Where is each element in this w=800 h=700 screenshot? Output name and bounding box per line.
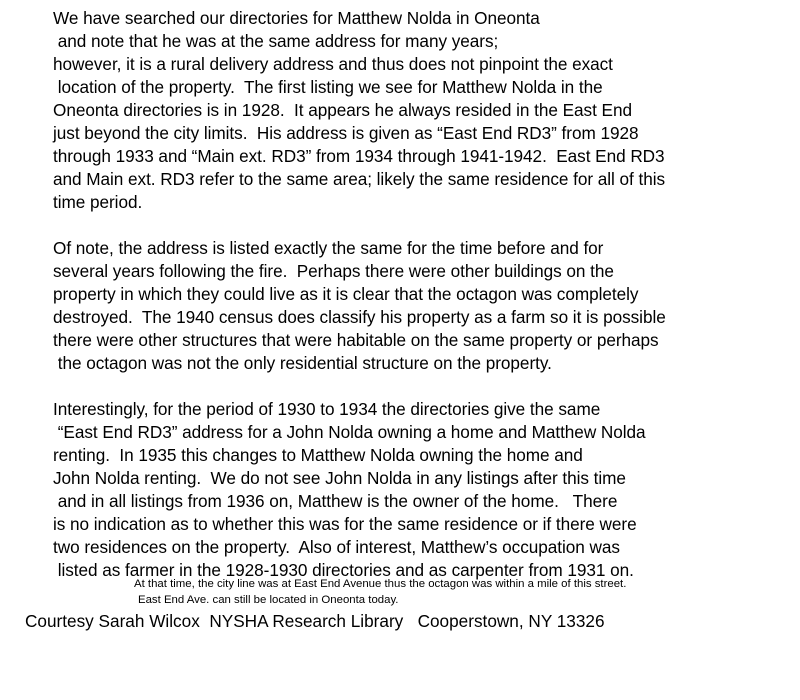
paragraph-line: We have searched our directories for Matthew Nolda in Oneonta xyxy=(53,8,540,28)
footnote-line: East End Ave. can still be located in Oneonta today. xyxy=(138,594,399,606)
paragraph-line: time period. xyxy=(53,192,143,212)
paragraph-line: and note that he was at the same address for many years; xyxy=(53,31,499,51)
paragraph-line: “East End RD3” address for a John Nolda owning a home and Matthew Nolda xyxy=(53,422,646,442)
paragraph-line: and Main ext. RD3 refer to the same area; likely the same residence for all of this xyxy=(53,169,666,189)
paragraph-line: several years following the fire. Perhaps there were other buildings on the xyxy=(53,261,614,281)
paragraph-line: two residences on the property. Also of interest, Matthew’s occupation was xyxy=(53,537,620,557)
paragraph-line: Of note, the address is listed exactly the same for the time before and for xyxy=(53,238,604,258)
paragraph-line: there were other structures that were habitable on the same property or perhaps xyxy=(53,330,659,350)
paragraph-line: listed as farmer in the 1928-1930 directories and as carpenter from 1931 on. xyxy=(53,560,634,580)
paragraph-line: is no indication as to whether this was for the same residence or if there were xyxy=(53,514,637,534)
paragraph-line: property in which they could live as it is clear that the octagon was completely xyxy=(53,284,639,304)
paragraph-line: Oneonta directories is in 1928. It appears he always resided in the East End xyxy=(53,100,632,120)
paragraph-line: destroyed. The 1940 census does classify his property as a farm so it is possible xyxy=(53,307,666,327)
paragraph-line: Interestingly, for the period of 1930 to 1934 the directories give the same xyxy=(53,399,601,419)
paragraph-line: and in all listings from 1936 on, Matthew is the owner of the home. There xyxy=(53,491,618,511)
paragraph-line: just beyond the city limits. His address is given as “East End RD3” from 1928 xyxy=(53,123,639,143)
paragraph-line: through 1933 and “Main ext. RD3” from 1934 through 1941-1942. East End RD3 xyxy=(53,146,665,166)
paragraph-line: however, it is a rural delivery address and thus does not pinpoint the exact xyxy=(53,54,613,74)
footnote-line: At that time, the city line was at East End Avenue thus the octagon was within a mile of this street. xyxy=(134,578,627,590)
paragraph-line: the octagon was not the only residential structure on the property. xyxy=(53,353,552,373)
paragraph-line: renting. In 1935 this changes to Matthew Nolda owning the home and xyxy=(53,445,583,465)
credit-line: Courtesy Sarah Wilcox NYSHA Research Library Cooperstown, NY 13326 xyxy=(25,611,605,631)
paragraph-line: John Nolda renting. We do not see John Nolda in any listings after this time xyxy=(53,468,626,488)
paragraph-line: location of the property. The first listing we see for Matthew Nolda in the xyxy=(53,77,603,97)
